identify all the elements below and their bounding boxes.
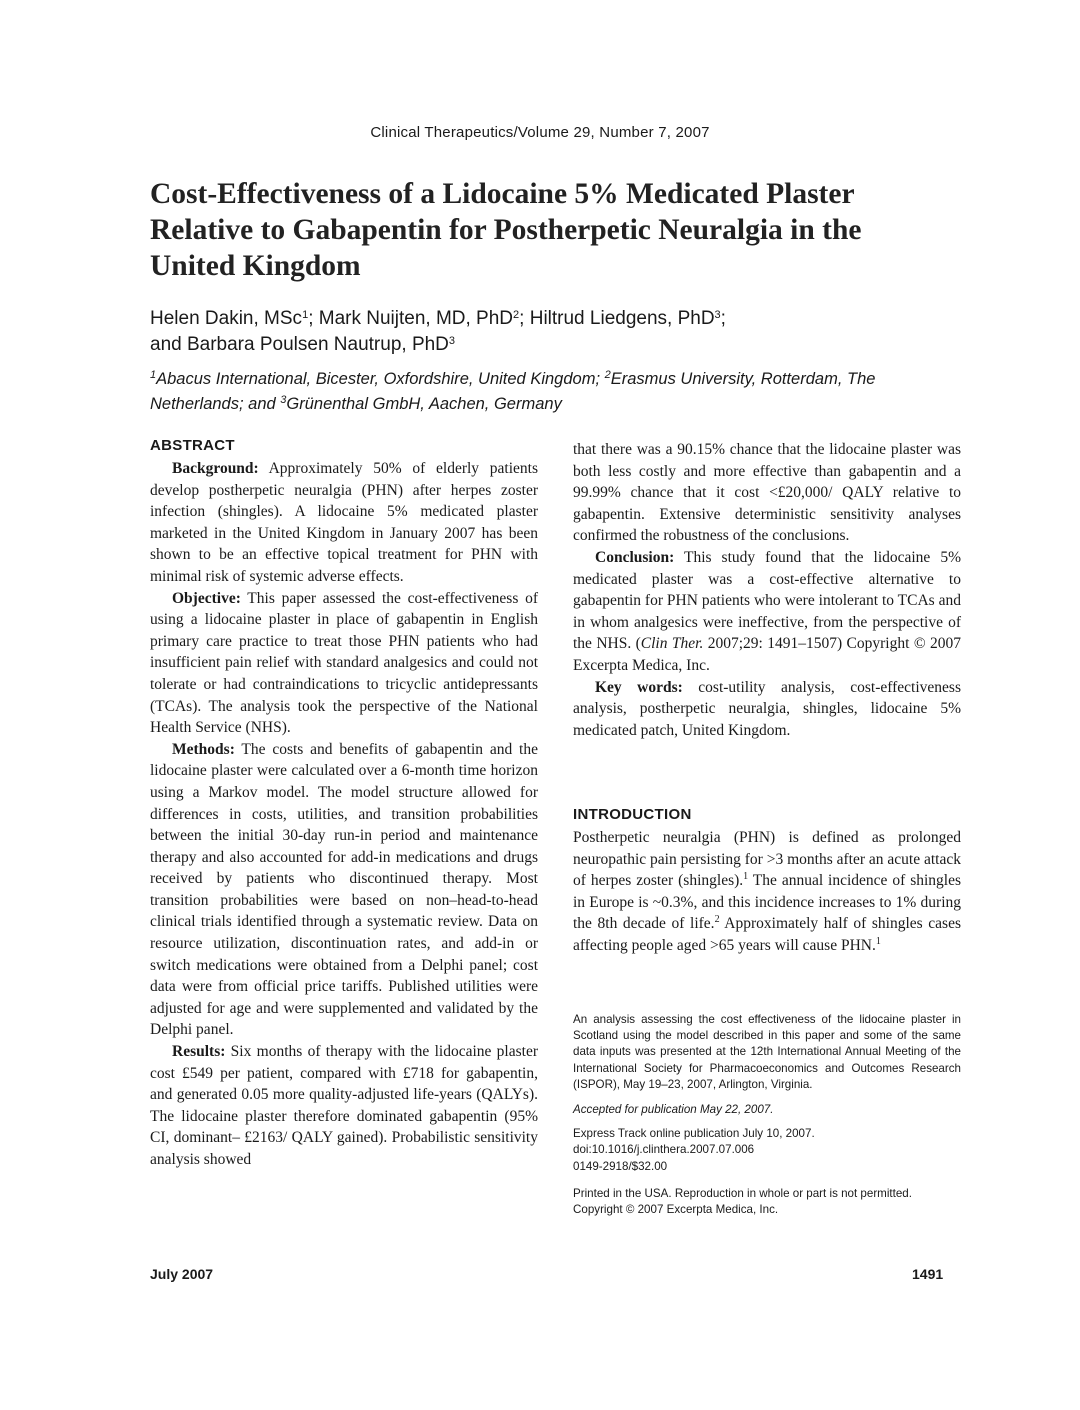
journal-header: Clinical Therapeutics/Volume 29, Number 7, 2007 <box>370 124 710 141</box>
affiliation-text: Grünenthal GmbH, Aachen, Germany <box>286 395 562 413</box>
accepted-date: Accepted for publication May 22, 2007. <box>573 1103 774 1117</box>
abstract-left-column <box>150 458 538 1171</box>
section-label: Results: <box>172 1043 226 1061</box>
abstract-keywords <box>573 677 961 742</box>
introduction-heading: INTRODUCTION <box>573 806 692 823</box>
affiliation-marker: 3 <box>280 394 287 406</box>
paragraph-text: cost-utility analysis, cost-effectiveness analysis, postherpetic neuralgia, shingles, lidocaine 5% medicated patch, United Kingdom. <box>573 678 961 739</box>
presentation-footnote: An analysis assessing the cost effectiveness of the lidocaine plaster in Scotland using the model described in this paper and some of the same data inputs was presented at the 12th International Annual Meeting of the International Society for Pharmacoeconomics and Outcomes Research (ISPOR), May 19–23, 2007, Arlington, Virginia. <box>573 1013 961 1091</box>
abstract-right-column <box>573 439 961 741</box>
paragraph-text: Approximately half of shingles cases affecting people aged >65 years will cause PHN. <box>573 915 961 954</box>
author-name: and Barbara Poulsen Nautrup, PhD <box>150 334 449 355</box>
affiliation-marker: 1 <box>302 309 309 321</box>
footer-date: July 2007 <box>150 1266 214 1282</box>
paragraph-text: Approximately 50% of elderly patients develop postherpetic neuralgia (PHN) after herpes zoster infection (shingles). A lidocaine 5% medicated plaster marketed in the United Kingdom in January 2007 has been shown to be an effective topical treatment for PHN with minimal risk of systemic adverse effects. <box>150 460 538 585</box>
abstract-background <box>150 458 538 588</box>
author-separator: ; <box>519 308 530 329</box>
introduction-text <box>573 827 961 957</box>
page-number: 1491 <box>912 1266 944 1282</box>
affiliation-marker: 2 <box>604 369 611 381</box>
author-name: Mark Nuijten, MD, PhD <box>318 308 514 329</box>
section-label: Methods: <box>172 740 235 758</box>
section-label: Background: <box>172 460 259 477</box>
affiliation-marker: 3 <box>448 335 456 347</box>
abstract-results <box>150 1041 538 1171</box>
affiliation-text: Erasmus University, Rotterdam, The Netherlands; and <box>150 370 876 413</box>
affiliation-marker: 2 <box>513 309 520 321</box>
abstract-methods <box>150 739 538 1041</box>
affiliations <box>150 367 950 417</box>
abstract-results-continued: that there was a 90.15% chance that the lidocaine plaster was both less costly and more effective than gabapentin and a 99.99% chance that it cost <£20,000/ QALY relative to gabapentin. Extensive deterministic sensitivity analyses confirmed the robustness of the conclusions. <box>573 441 961 545</box>
author-separator: ; <box>308 308 319 329</box>
affiliation-text: Abacus International, Bicester, Oxfordshire, United Kingdom; <box>156 370 605 388</box>
copyright-line: Copyright © 2007 Excerpta Medica, Inc. <box>573 1203 779 1217</box>
author-separator: ; <box>720 308 726 329</box>
express-track-line: Express Track online publication July 10, 2007. <box>573 1127 815 1141</box>
issn-line: 0149-2918/$32.00 <box>573 1159 668 1173</box>
paragraph-text: The costs and benefits of gabapentin and the lidocaine plaster were calculated over a 6-month time horizon using a Markov model. The model structure allowed for differences in costs, utilities, and transition probabilities between the initial 30-day run-in period and maintenance therapy and also accounted for add-in medications and drugs received by patients who discontinued therapy. Most transition probabilities were based on non–head-to-head clinical trials identified through a systematic review. Data on resource utilization, discontinuation rates, and add-in or switch medications were obtained from a Delphi panel; cost data were from official price tariffs. Published utilities were adjusted for age and were supplemented and validated by the Delphi panel. <box>150 740 538 1039</box>
affiliation-marker: 3 <box>714 309 721 321</box>
abstract-objective <box>150 588 538 739</box>
printed-line: Printed in the USA. Reproduction in whole or part is not permitted. <box>573 1186 912 1200</box>
paragraph-text: Postherpetic neuralgia (PHN) is defined as prolonged neuropathic pain persisting for >3 months after an acute attack of herpes zoster (shingles). <box>573 829 961 890</box>
paragraph-text: This paper assessed the cost-effectiveness of using a lidocaine plaster in place of gabapentin in English primary care practice to treat those PHN patients who had insufficient pain relief with standard analgesics and could not tolerate or had contraindications to tricyclic antidepressants (TCAs). The analysis took the perspective of the National Health Service (NHS). <box>150 589 538 737</box>
author-name: Hiltrud Liedgens, PhD <box>529 308 715 329</box>
introduction-paragraph <box>573 827 961 957</box>
paragraph-text: This study found that the lidocaine 5% medicated plaster was a cost-effective alternative to gabapentin for PHN patients who were intolerant to TCAs and in whom analgesics were ineffective, from the perspective of the NHS. ( <box>573 548 961 653</box>
article-title: Cost-Effectiveness of a Lidocaine 5% Medicated Plaster Relative to Gabapentin for Postherpetic Neuralgia in the United Kingdom <box>150 178 862 282</box>
citation-text: 2007;29: 1491–1507) Copyright © 2007 Excerpta Medica, Inc. <box>573 635 961 674</box>
publication-notes <box>573 1012 961 1218</box>
author-list <box>150 306 950 358</box>
abstract-conclusion <box>573 547 961 677</box>
paragraph-text: Six months of therapy with the lidocaine plaster cost £549 per patient, compared with £718 for gabapentin, and generated 0.05 more quality-adjusted life-years (QALYs). The lidocaine plaster therefore dominated gabapentin (95% CI, dominant– £2163/ QALY gained). Probabilistic sensitivity analysis showed <box>150 1043 538 1168</box>
affiliation-marker: 1 <box>150 369 157 381</box>
section-label: Objective: <box>172 589 241 607</box>
author-name: Helen Dakin, MSc <box>150 308 303 329</box>
section-label: Key words: <box>595 678 683 696</box>
citation-journal: Clin Ther. <box>640 635 704 653</box>
abstract-heading: ABSTRACT <box>150 437 235 454</box>
reference-marker: 1 <box>743 871 749 883</box>
section-label: Conclusion: <box>595 548 675 566</box>
doi-line: doi:10.1016/j.clinthera.2007.07.006 <box>573 1143 755 1157</box>
reference-marker: 1 <box>875 935 881 947</box>
paragraph-text: The annual incidence of shingles in Europe is ~0.3%, and this incidence increases to 1% during the 8th decade of life. <box>573 872 961 933</box>
reference-marker: 2 <box>714 914 720 926</box>
